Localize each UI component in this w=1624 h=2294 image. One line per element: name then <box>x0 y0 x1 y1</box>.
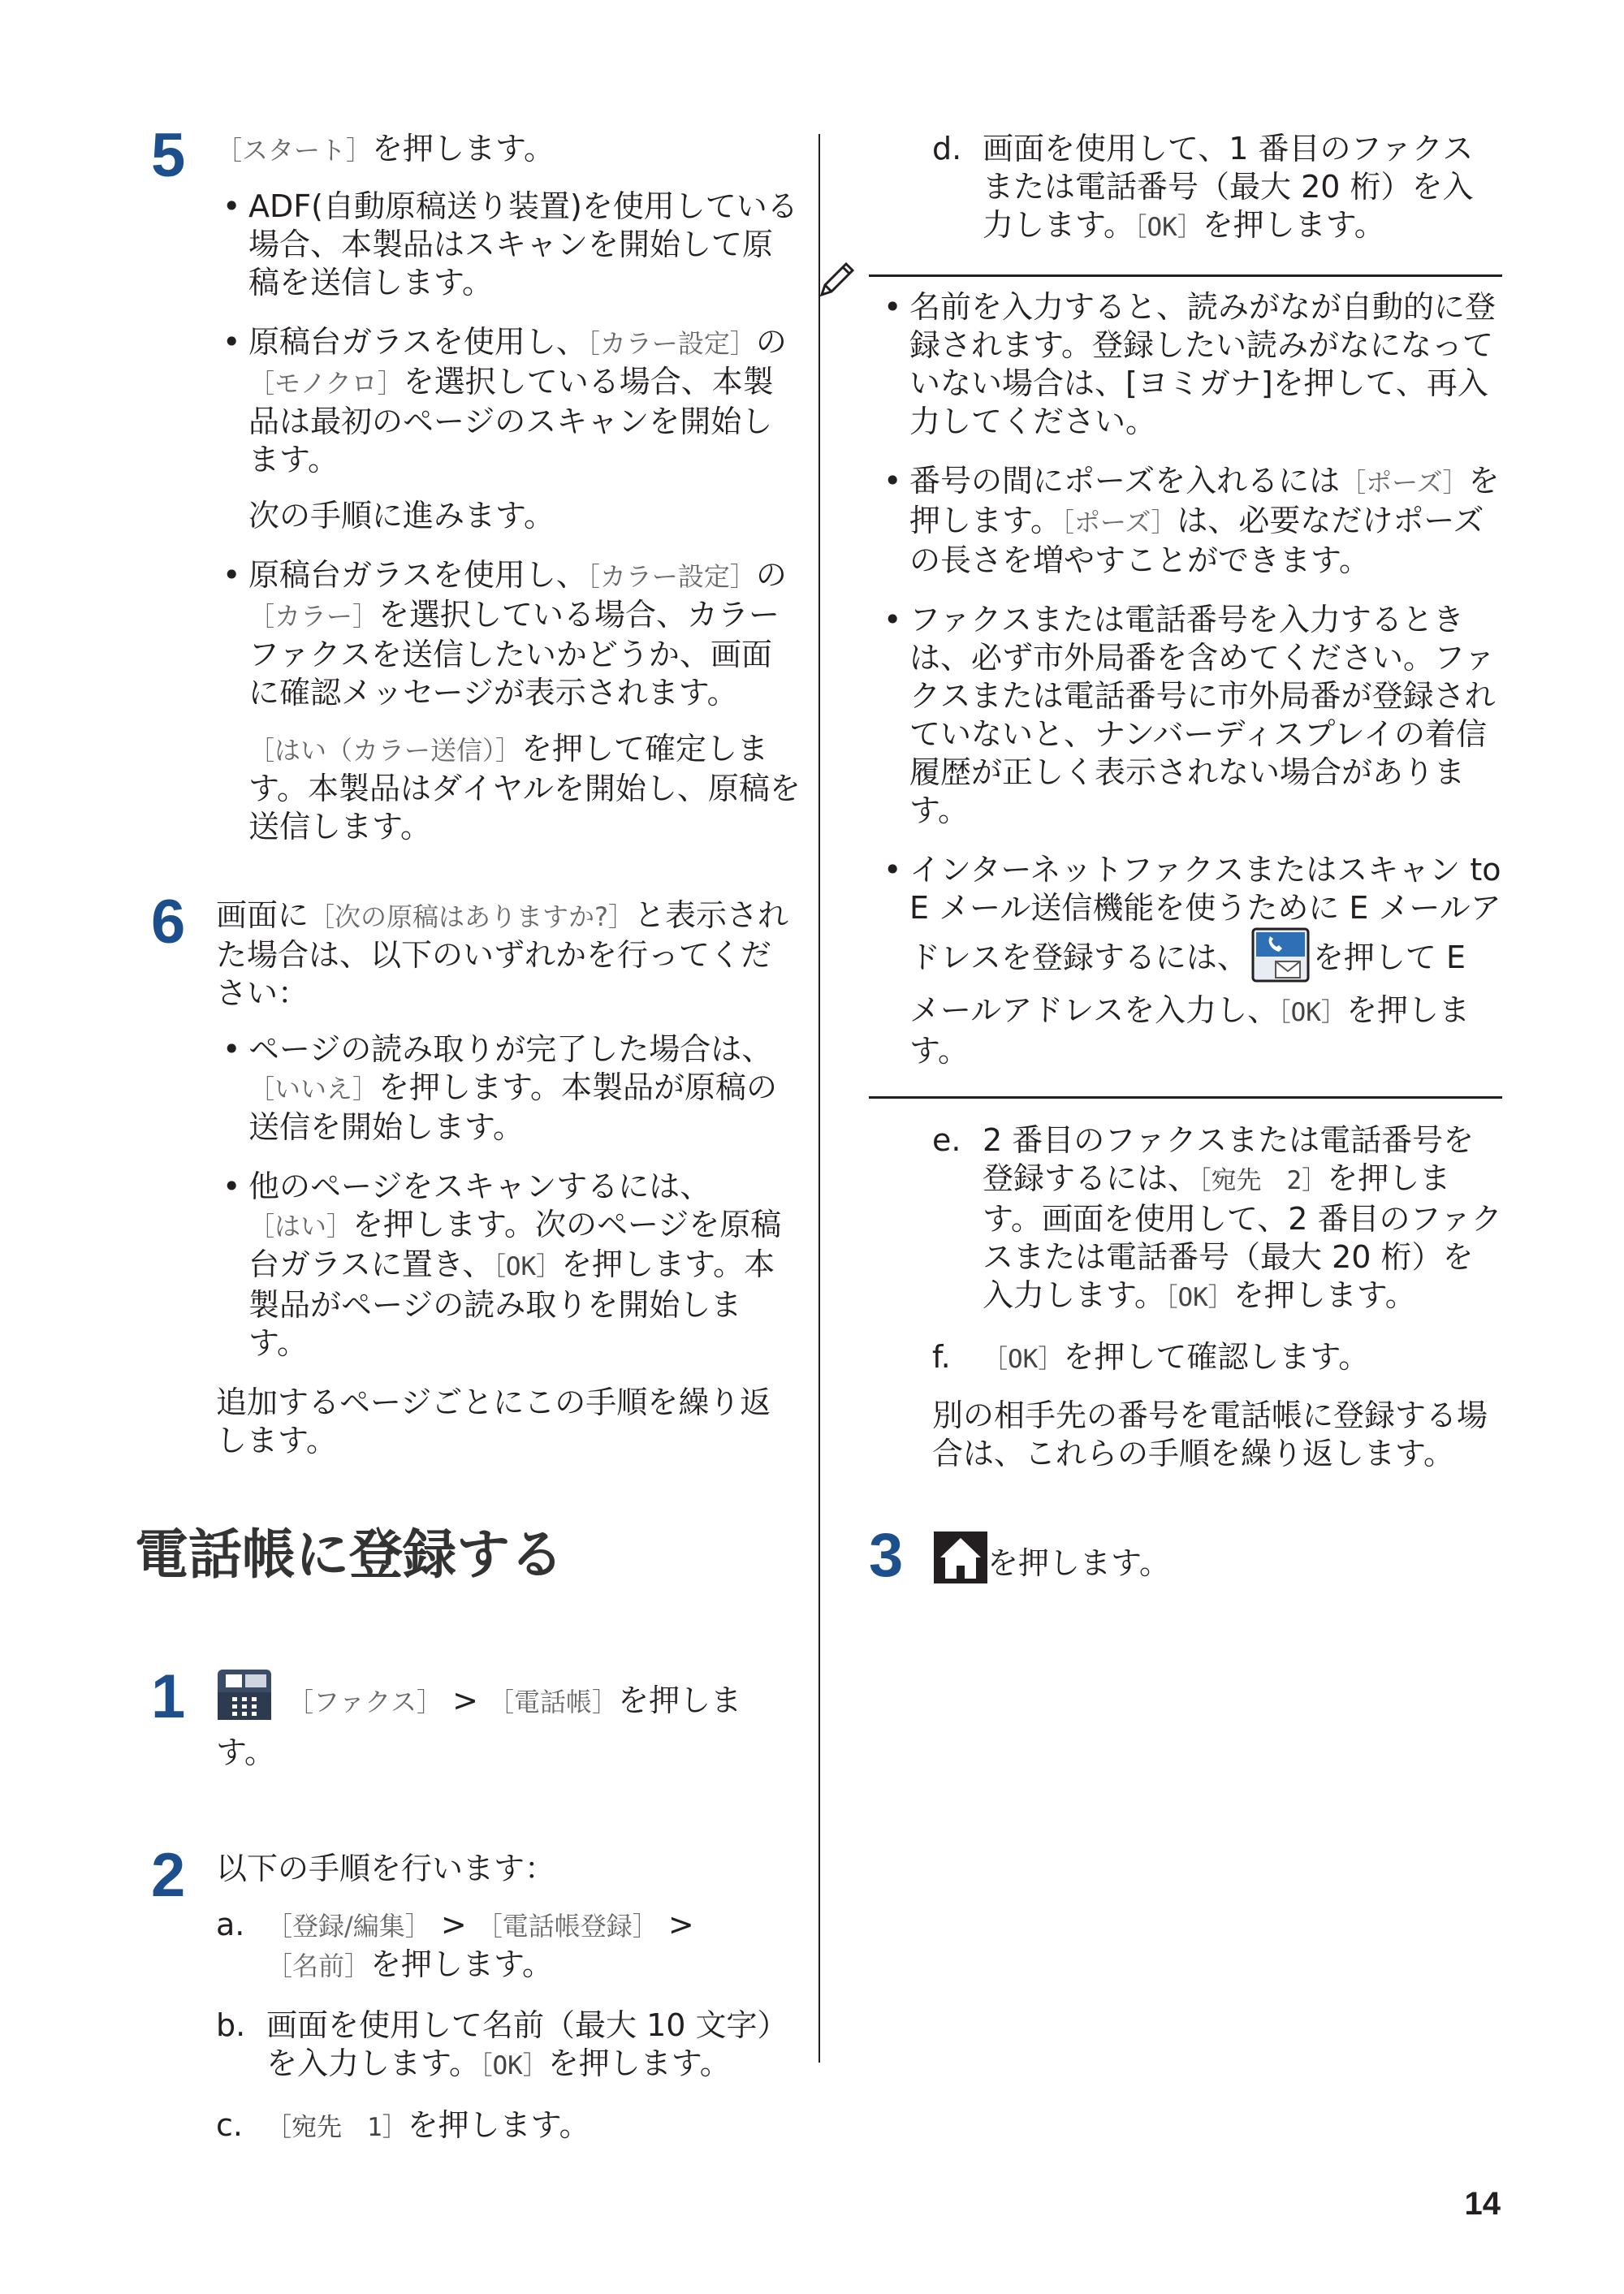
step-1 <box>151 1662 801 1772</box>
step-5-bullet-2-note: 次の手順に進みます。 <box>248 498 555 534</box>
step-2-intro: 以下の手順を行います： <box>216 1851 556 1886</box>
step-number: 6 <box>151 888 186 957</box>
right-column <box>869 130 1502 1596</box>
step-5-bullet-3-note: ［はい（カラー送信）］を押して確定します。本製品はダイヤルを開始し、原稿を送信します。 <box>248 731 801 845</box>
page-number: 14 <box>1464 2186 1501 2222</box>
step-6-bullet-1: • ページの読み取りが完了した場合は、［いいえ］を押します。本製品が原稿の送信を開始します。 <box>216 1030 801 1147</box>
step-number: 1 <box>151 1662 186 1731</box>
step-5-bullet-3: • 原稿台ガラスを使用し、［カラー設定］の［カラー］を選択している場合、カラーファクスを送信したいかどうか、画面に確認メッセージが表示されます。 <box>216 556 801 712</box>
pencil-note-icon <box>814 257 859 303</box>
note-item-4: • インターネットファクスまたはスキャン to E メール送信機能を使うために E メールアドレスを登録するには、 を押して E メールアドレスを入力し、［OK］を押します。 <box>877 851 1502 1070</box>
step-3-text: を押します。 <box>934 1530 1502 1596</box>
step-5-bullet-1: • ADF(自動原稿送り装置)を使用している場合、本製品はスキャンを開始して原稿を送信します。 <box>216 188 801 302</box>
home-icon <box>934 1531 987 1592</box>
step-number: 2 <box>151 1841 186 1910</box>
step-6-bullet-2: • 他のページをスキャンするには、［はい］を押します。次のページを原稿台ガラスに置き、［OK］を押します。本製品がページの読み取りを開始します。 <box>216 1168 801 1363</box>
step-6-intro: 画面に［次の原稿はありますか?］と表示された場合は、以下のいずれかを行ってください： <box>216 897 789 1011</box>
note-item-3: • ファクスまたは電話番号を入力するときは、必ず市外局番を含めてください。ファクスまたは電話番号に市外局番が登録されていないと、ナンバーディスプレイの着信履歴が正しく表示されない場合があります。 <box>877 601 1502 830</box>
step-2-outro: 別の相手先の番号を電話帳に登録する場合は、これらの手順を繰り返します。 <box>932 1398 1488 1471</box>
step-2-item-e: e. 2 番目のファクスまたは電話番号を登録するには、［宛先 2］を押します。画面を使用して、2 番目のファクスまたは電話番号（最大 20 桁）を入力します。［OK］を押します。 <box>932 1122 1502 1313</box>
step-2-item-d: d. 画面を使用して、1 番目のファクスまたは電話番号（最大 20 桁）を入力します。［OK］を押します。 <box>932 131 1474 243</box>
step-number: 3 <box>869 1521 904 1590</box>
section-title: 電話帳に登録する <box>135 1523 564 1586</box>
step-6-outro: 追加するページごとにこの手順を繰り返します。 <box>216 1385 771 1458</box>
column-divider <box>818 134 820 2063</box>
step-2-item-b: b. 画面を使用して名前（最大 10 文字）を入力します。［OK］を押します。 <box>216 2007 788 2081</box>
step-5-bullet-2: • 原稿台ガラスを使用し、［カラー設定］の［モノクロ］を選択している場合、本製品は最初のページのスキャンを開始します。 <box>216 323 801 479</box>
step-3 <box>869 1521 1502 1596</box>
step-2-item-f: f. ［OK］を押して確認します。 <box>932 1339 1370 1375</box>
step-1-text: ［ファクス］ > ［電話帳］を押します。 <box>216 1671 801 1772</box>
step-5-intro: ［スタート］を押します。 <box>216 131 555 166</box>
step-5 <box>151 121 801 846</box>
phone-email-icon <box>1251 927 1310 991</box>
step-2-item-c: c. ［宛先 1］を押します。 <box>216 2107 590 2143</box>
step-2-item-a: a. ［登録/編集］ > ［電話帳登録］ > ［名前］を押します。 <box>216 1907 694 1982</box>
step-2 <box>151 1841 801 2147</box>
note-item-1: • 名前を入力すると、読みがなが自動的に登録されます。登録したい読みがなになっていない場合は、[ヨミガナ]を押して、再入力してください。 <box>877 288 1502 441</box>
left-column <box>135 121 801 2168</box>
note-box <box>869 274 1502 1099</box>
fax-icon <box>216 1668 273 1730</box>
step-6 <box>151 888 801 1460</box>
step-number: 5 <box>151 121 186 190</box>
note-item-2: • 番号の間にポーズを入れるには［ポーズ］を押します。［ポーズ］は、必要なだけポーズの長さを増やすことができます。 <box>877 462 1502 580</box>
